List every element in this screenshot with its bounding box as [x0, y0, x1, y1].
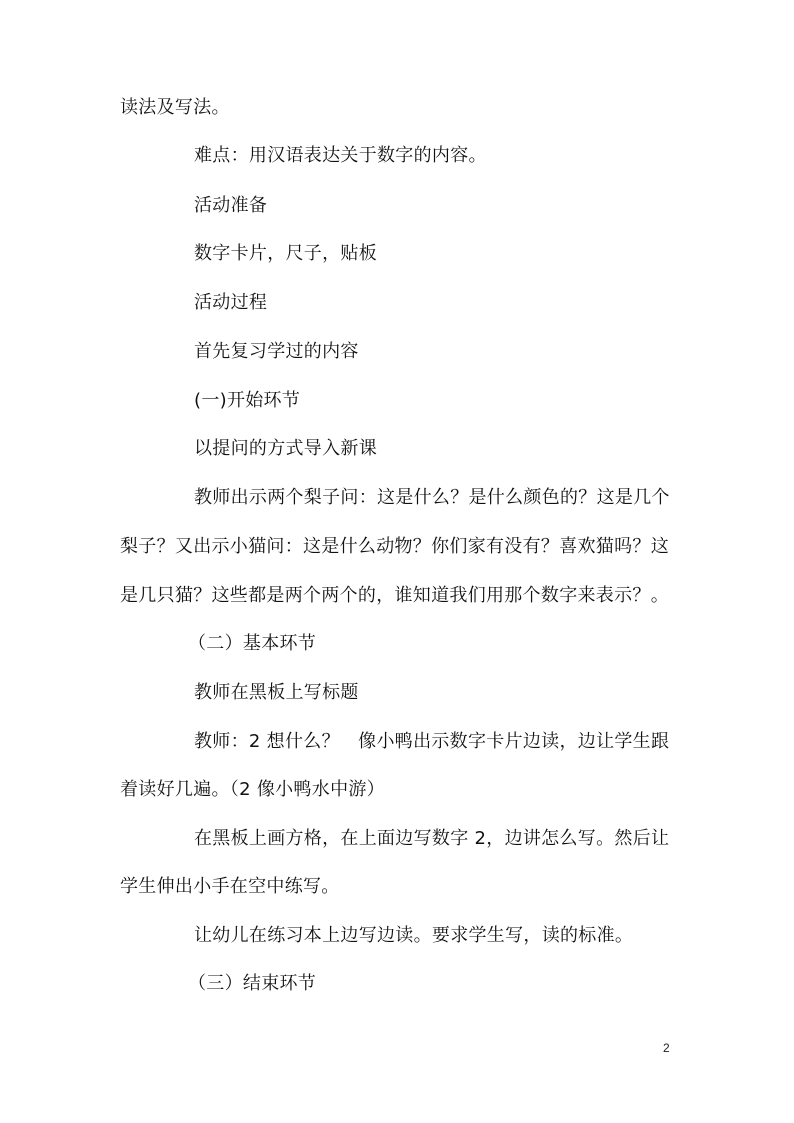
- heading-activity-preparation: 活动准备: [194, 195, 268, 216]
- text-line-workbook: 让幼儿在练习本上边写边读。要求学生写，读的标准。: [194, 925, 634, 946]
- text-line-read-along: 着读好几遍。（2 像小鸭水中游）: [120, 779, 385, 800]
- heading-section-three: （三）结束环节: [188, 973, 317, 994]
- text-line-reading-writing: 读法及写法。: [120, 97, 230, 118]
- text-line-pears-cat: 梨子？又出示小猫问：这是什么动物？你们家有没有？喜欢猫吗？这: [120, 536, 669, 557]
- text-line-difficulty: 难点：用汉语表达关于数字的内容。: [194, 145, 487, 166]
- text-line-air-writing: 学生伸出小手在空中练写。: [120, 876, 340, 897]
- heading-section-two: （二）基本环节: [188, 633, 317, 654]
- text-line-teacher-pears: 教师出示两个梨子问：这是什么？是什么颜色的？这是几个: [194, 487, 670, 508]
- heading-activity-process: 活动过程: [194, 292, 268, 313]
- text-line-cats-number: 是几只猫？这些都是两个两个的，谁知道我们用那个数字来表示？。: [120, 585, 669, 606]
- heading-section-one: (一)开始环节: [194, 390, 301, 411]
- text-line-review: 首先复习学过的内容: [194, 341, 359, 362]
- text-line-draw-grid: 在黑板上画方格，在上面边写数字 2，边讲怎么写。然后让: [194, 828, 670, 849]
- text-line-materials: 数字卡片，尺子，贴板: [194, 243, 377, 264]
- text-line-blackboard-title: 教师在黑板上写标题: [194, 682, 359, 703]
- text-line-introduce: 以提问的方式导入新课: [194, 438, 377, 459]
- page-number: 2: [663, 1041, 670, 1055]
- text-line-teacher-duck: 教师：2 想什么？ 像小鸭出示数字卡片边读，边让学生跟: [194, 731, 670, 752]
